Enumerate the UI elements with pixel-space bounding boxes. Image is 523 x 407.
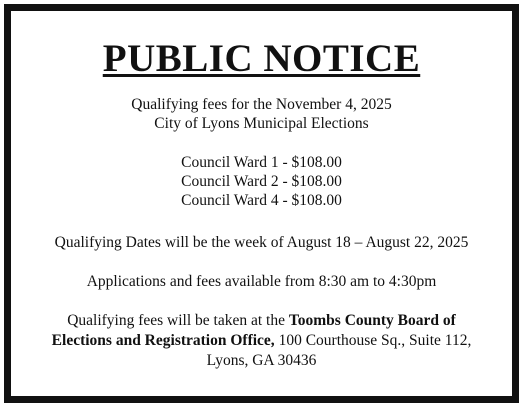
location-line-2 <box>11 331 512 350</box>
qualifying-dates: Qualifying Dates will be the week of August 18 – August 22, 2025 <box>54 234 469 251</box>
fee-ward-2: Council Ward 2 - $108.00 <box>181 173 342 190</box>
notice-border <box>4 4 519 403</box>
intro-line-1: Qualifying fees for the November 4, 2025 <box>131 96 392 113</box>
location-line-1-prefix: Qualifying fees will be taken at the <box>67 312 289 329</box>
location-line-1 <box>11 311 512 330</box>
location-line-3: Lyons, GA 30436 <box>206 352 317 369</box>
notice-title-text: PUBLIC NOTICE <box>102 37 421 80</box>
notice-title <box>11 37 512 81</box>
location-line-1-bold: Toombs County Board of <box>288 312 456 329</box>
fee-ward-4: Council Ward 4 - $108.00 <box>181 192 342 209</box>
intro-line-2: City of Lyons Municipal Elections <box>154 115 369 132</box>
fee-ward-1: Council Ward 1 - $108.00 <box>181 154 342 171</box>
location-line-2-rest: 100 Courthouse Sq., Suite 112, <box>274 332 472 349</box>
location-line-2-bold: Elections and Registration Office, <box>51 332 275 349</box>
applications-hours: Applications and fees available from 8:30 am to 4:30pm <box>86 273 437 290</box>
